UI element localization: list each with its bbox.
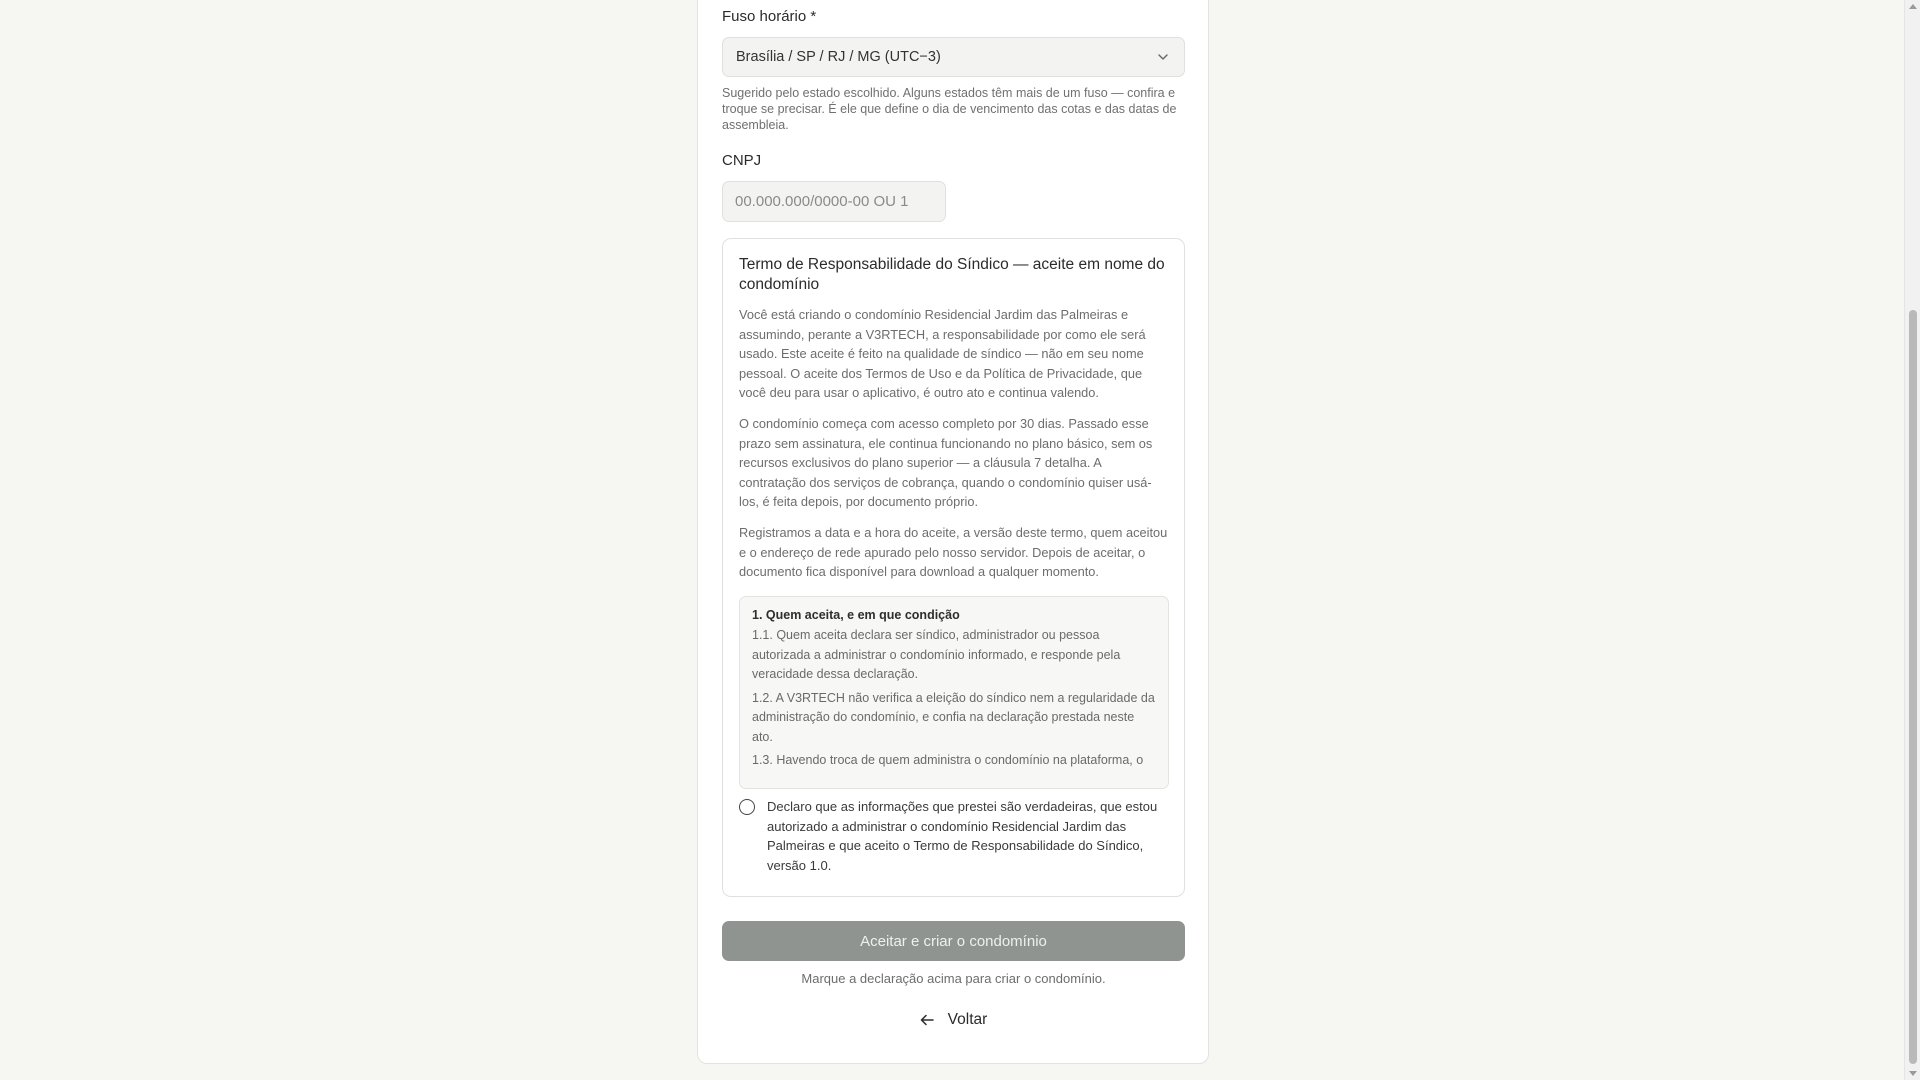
clause-item: 1.1. Quem aceita declara ser síndico, administrador ou pessoa autorizada a administrar o condomínio informado, e responde pela veracidade dessa declaração. [752,628,1121,681]
term-clauses-scrollbox[interactable] [739,596,1169,789]
scroll-up-arrow-icon[interactable] [1909,4,1917,9]
timezone-select[interactable] [722,37,1185,77]
cnpj-input[interactable] [722,181,946,222]
term-paragraph: O condomínio começa com acesso completo por 30 dias. Passado esse prazo sem assinatura, ele continua funcionando no plano básico, sem os recursos exclusivos do plano superior — a cláusula 7 detalha. A contratação dos serviços de cobrança, quando o condomínio quiser usá-los, é feita depois, por documento próprio. [739,416,1153,510]
accept-create-button[interactable]: Aceitar e criar o condomínio [722,921,1185,961]
scroll-down-arrow-icon[interactable] [1909,1071,1917,1076]
back-button[interactable] [722,1011,1185,1029]
back-label: Voltar [947,1011,988,1028]
clause-item: 1.2. A V3RTECH não verifica a eleição do síndico nem a regularidade da administração do condomínio, e confia na declaração prestada neste ato. [752,690,1155,744]
clause-item: 1.3. Havendo troca de quem administra o condomínio na plataforma, o [752,753,1144,767]
chevron-down-icon [1156,50,1170,64]
page-scrollbar[interactable] [1904,0,1920,1080]
timezone-select-value: Brasília / SP / RJ / MG (UTC−3) [736,49,941,65]
term-paragraph: Você está criando o condomínio Residencial Jardim das Palmeiras e assumindo, perante a V3RTECH, a responsabilidade por como ele será usado. Este aceite é feito na qualidade de síndico — não em seu nome pessoal. O aceite dos Termos de Uso e da Política de Privacidade, que você deu para usar o aplicativo, é outro ato e continua valendo. [739,307,1146,401]
clause-heading: 1. Quem aceita, e em que condição [752,608,960,622]
declaration-row[interactable] [739,797,1169,875]
declaration-checkbox[interactable] [739,799,755,815]
declaration-text[interactable]: Declaro que as informações que prestei são verdadeiras, que estou autorizado a administrar o condomínio Residencial Jardim das Palmeiras e que aceito o Termo de Responsabilidade do Síndico, versão 1.0. [767,799,1158,873]
arrow-left-icon [920,1014,934,1026]
term-paragraph: Registramos a data e a hora do aceite, a versão deste termo, quem aceitou e o endereço de rede apurado pelo nosso servidor. Depois de aceitar, o documento fica disponível para download a qualquer momento. [739,525,1168,580]
submit-hint: Marque a declaração acima para criar o condomínio. [801,971,1106,986]
form-card [697,0,1209,1064]
cnpj-label: CNPJ [722,152,762,169]
responsibility-term-box [722,238,1185,897]
scrollbar-thumb[interactable] [1909,310,1917,1064]
term-title: Termo de Responsabilidade do Síndico — aceite em nome do condomínio [739,256,1165,293]
timezone-hint: Sugerido pelo estado escolhido. Alguns estados têm mais de um fuso — confira e troque se precisar. É ele que define o dia de vencimento das cotas e das datas de assembleia. [722,86,1177,132]
timezone-label: Fuso horário * [722,8,817,25]
